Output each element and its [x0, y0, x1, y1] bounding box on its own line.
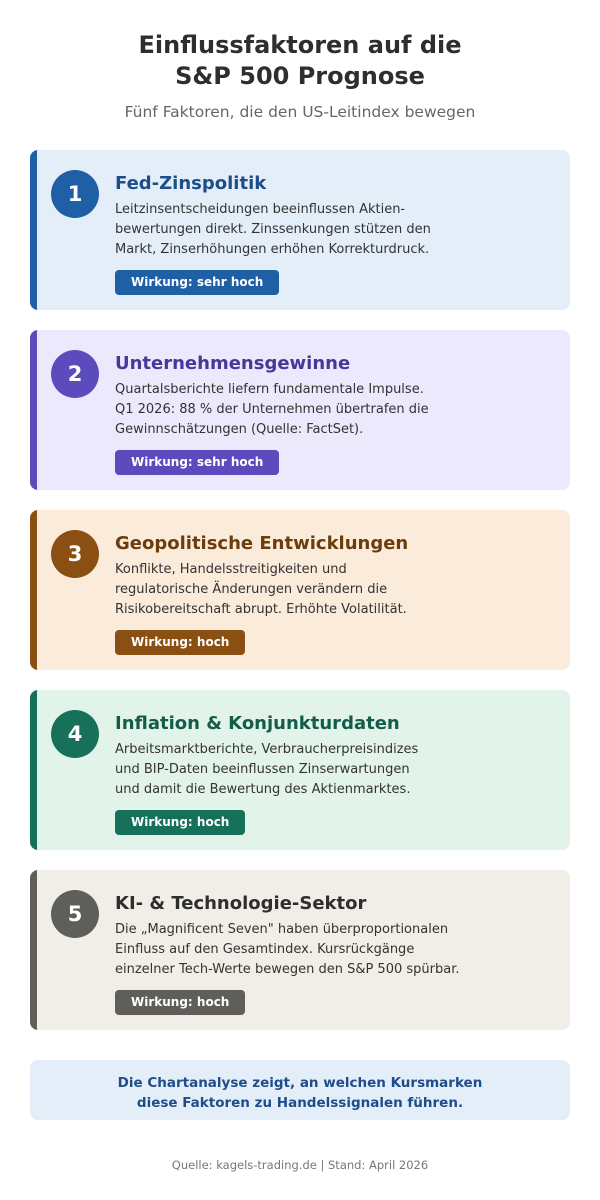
description-line: Risikobereitschaft abrupt. Erhöhte Volatilität.: [115, 602, 407, 617]
impact-badge: Wirkung: sehr hoch: [115, 450, 279, 475]
description-line: Konflikte, Handelsstreitigkeiten und: [115, 562, 347, 577]
page-subtitle: Fünf Faktoren, die den US-Leitindex bewegen: [124, 103, 476, 121]
factor-title: Geopolitische Entwicklungen: [115, 533, 409, 554]
factor-title: Fed-Zinspolitik: [115, 173, 267, 194]
description-line: bewertungen direkt. Zinssenkungen stützen den: [115, 222, 431, 237]
description-line: Leitzinsentscheidungen beeinflussen Aktien-: [115, 202, 406, 217]
factor-card-4: [30, 690, 570, 850]
page-title: [0, 30, 600, 92]
factor-description: [115, 200, 475, 260]
number-circle: 4: [51, 710, 99, 758]
title-line-2: S&P 500 Prognose: [175, 62, 425, 90]
cta-line-2: diese Faktoren zu Handelssignalen führen.: [136, 1095, 464, 1111]
accent-bar: [30, 510, 37, 670]
accent-bar: [30, 330, 37, 490]
factor-card-3: [30, 510, 570, 670]
number-circle: 5: [51, 890, 99, 938]
factor-description: [115, 920, 475, 980]
description-line: und BIP-Daten beeinflussen Zinserwartungen: [115, 762, 410, 777]
impact-badge: Wirkung: hoch: [115, 630, 245, 655]
factor-title: Unternehmensgewinne: [115, 353, 351, 374]
number-circle: 2: [51, 350, 99, 398]
description-line: und damit die Bewertung des Aktienmarktes.: [115, 782, 411, 797]
description-line: regulatorische Änderungen verändern die: [115, 582, 388, 597]
accent-bar: [30, 690, 37, 850]
source-footer: Quelle: kagels-trading.de | Stand: April 2026: [171, 1158, 429, 1172]
impact-badge: Wirkung: sehr hoch: [115, 270, 279, 295]
number-circle: 3: [51, 530, 99, 578]
description-line: Quartalsberichte liefern fundamentale Impulse.: [115, 382, 424, 397]
factor-title: KI- & Technologie-Sektor: [115, 893, 367, 914]
factor-description: [115, 380, 475, 440]
factor-card-2: [30, 330, 570, 490]
description-line: Gewinnschätzungen (Quelle: FactSet).: [115, 422, 364, 437]
title-line-1: Einflussfaktoren auf die: [138, 31, 462, 59]
description-line: Einfluss auf den Gesamtindex. Kursrückgänge: [115, 942, 415, 957]
call-to-action-box: [30, 1060, 570, 1120]
accent-bar: [30, 150, 37, 310]
factor-description: [115, 740, 475, 800]
description-line: Die „Magnificent Seven" haben überproportionalen: [115, 922, 449, 937]
description-line: einzelner Tech-Werte bewegen den S&P 500 spürbar.: [115, 962, 460, 977]
header: [0, 30, 600, 121]
impact-badge: Wirkung: hoch: [115, 990, 245, 1015]
factor-card-5: [30, 870, 570, 1030]
factor-card-1: [30, 150, 570, 310]
factor-description: [115, 560, 475, 620]
description-line: Arbeitsmarktberichte, Verbraucherpreisindizes: [115, 742, 419, 757]
accent-bar: [30, 870, 37, 1030]
impact-badge: Wirkung: hoch: [115, 810, 245, 835]
description-line: Q1 2026: 88 % der Unternehmen übertrafen die: [115, 402, 429, 417]
number-circle: 1: [51, 170, 99, 218]
factor-title: Inflation & Konjunkturdaten: [115, 713, 400, 734]
description-line: Markt, Zinserhöhungen erhöhen Korrekturdruck.: [115, 242, 430, 257]
cta-line-1: Die Chartanalyse zeigt, an welchen Kursmarken: [117, 1075, 483, 1091]
